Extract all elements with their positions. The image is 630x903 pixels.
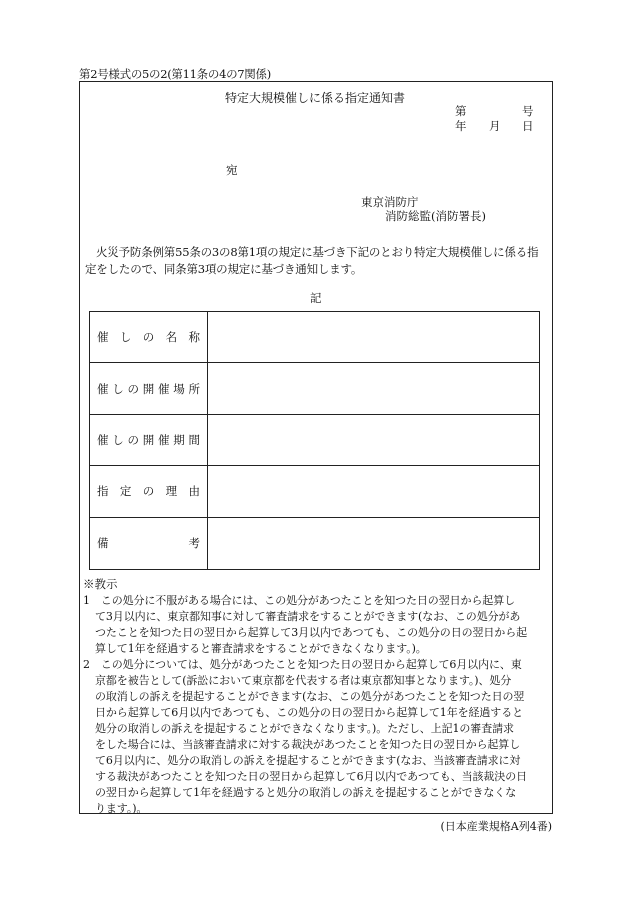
- body-text-line-1: 火災予防条例第55条の3の8第1項の規定に基づき下記のとおり特定大規模催しに係る指: [96, 245, 539, 259]
- notice-line: 京都を被告として(訴訟において東京都を代表する者は東京都知事となります。)、処分: [95, 674, 512, 687]
- footer-standard: (日本産業規格A列4番): [440, 820, 552, 833]
- form-caption: 第2号様式の5の2(第11条の4の7関係): [79, 67, 271, 81]
- issuer-title: 消防総監(消防署長): [385, 209, 486, 223]
- notice-line: の取消しの訴えを提起することができます(なお、この処分があつたことを知つた日の翌: [95, 690, 525, 703]
- date-month: 月: [489, 119, 501, 133]
- ki-heading: 記: [310, 291, 322, 305]
- table-row-label: 催しの開催期間: [90, 415, 208, 466]
- designation-reason-field[interactable]: [208, 466, 539, 517]
- notice-line: て3月以内に、東京都知事に対して審査請求をすることができます(なお、この処分があ: [95, 610, 521, 623]
- notice-line: 2 この処分については、処分があつたことを知つた日の翌日から起算して6月以内に、東: [83, 658, 522, 671]
- number-prefix: 第: [455, 104, 467, 118]
- event-name-field[interactable]: [208, 312, 539, 363]
- details-table: [89, 311, 540, 570]
- notice-line: する裁決があつたことを知つた日の翌日から起算して6月以内であつても、当該裁決の日: [95, 770, 527, 783]
- table-row-label: 催しの名称: [90, 312, 208, 363]
- notice-line: をした場合には、当該審査請求に対する裁決があつたことを知つた日の翌日から起算し: [95, 738, 521, 751]
- document-title: 特定大規模催しに係る指定通知書: [224, 91, 405, 105]
- notice-line: つたことを知つた日の翌日から起算して3月以内であつても、この処分の日の翌日から起: [95, 626, 527, 639]
- event-period-field[interactable]: [208, 415, 539, 466]
- notice-heading: ※教示: [83, 577, 118, 591]
- addressee-suffix: 宛: [226, 163, 238, 177]
- event-venue-field[interactable]: [208, 363, 539, 414]
- table-row-label: 催しの開催場所: [90, 363, 208, 414]
- issuer-org: 東京消防庁: [361, 195, 419, 209]
- notice-line: 1 この処分に不服がある場合には、この処分があつたことを知つた日の翌日から起算し: [83, 594, 515, 607]
- notice-line: 処分の取消しの訴えを提起することができなくなります。)。ただし、上記1の審査請求: [95, 722, 514, 735]
- notice-line: の翌日から起算して1年を経過すると処分の取消しの訴えを提起することができなくな: [95, 786, 517, 799]
- notice-line: 算して1年を経過すると審査請求をすることができなくなります。)。: [95, 642, 427, 655]
- number-suffix: 号: [522, 104, 534, 118]
- notice-line: て6月以内に、処分の取消しの訴えを提起することができます(なお、当該審査請求に対: [95, 754, 521, 767]
- body-text-line-2: 定をしたので、同条第3項の規定に基づき通知します。: [85, 262, 363, 276]
- remarks-field[interactable]: [208, 518, 539, 569]
- notice-line: ります。)。: [95, 802, 148, 815]
- date-year: 年: [455, 119, 467, 133]
- table-row-label: 指定の理由: [90, 466, 208, 517]
- date-day: 日: [522, 119, 534, 133]
- notice-line: 日から起算して6月以内であつても、この処分の日の翌日から起算して1年を経過すると: [95, 706, 523, 719]
- table-row-label: 備考: [90, 518, 208, 569]
